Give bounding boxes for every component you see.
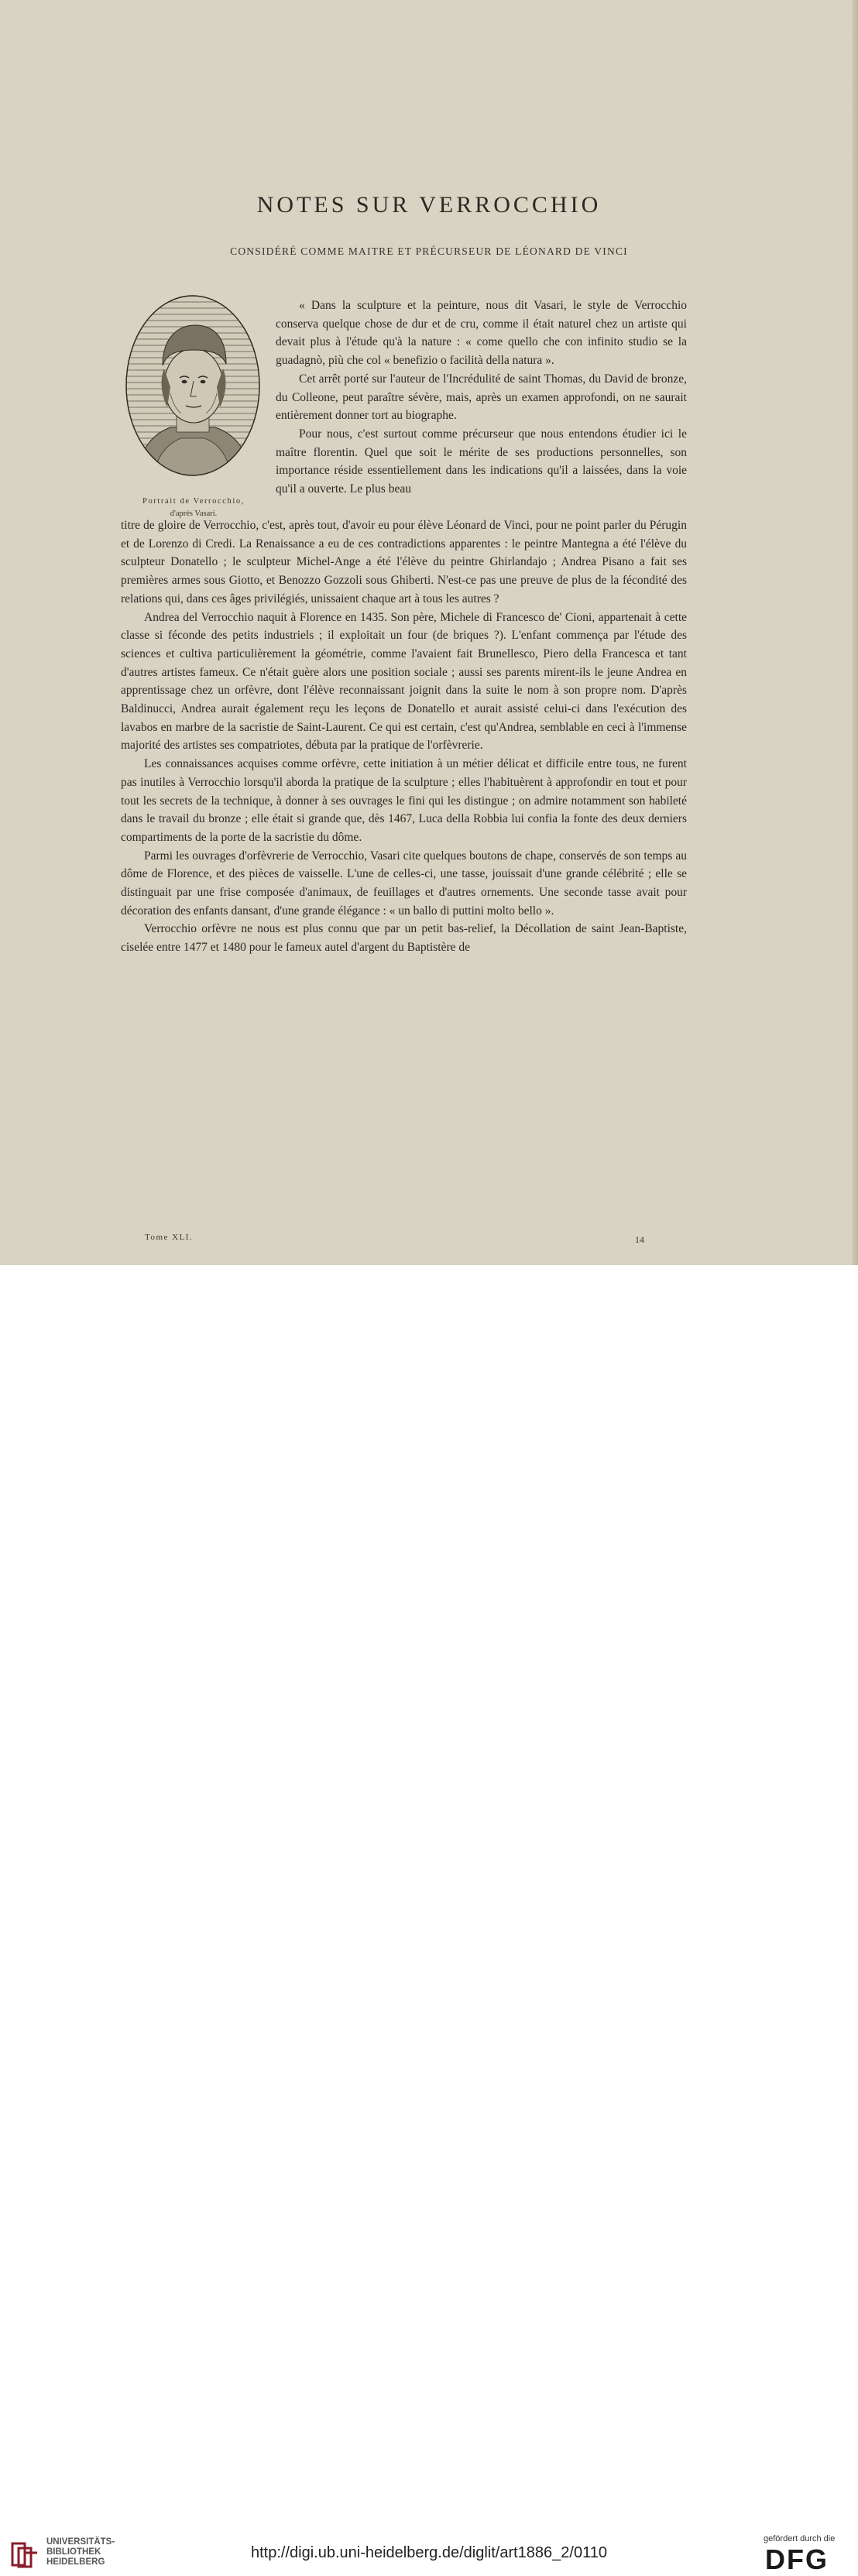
page-number: 14 bbox=[635, 1234, 644, 1245]
paragraph-precurseur: Pour nous, c'est surtout comme précurseur que nous entendons étudier ici le maître florentin. Quel que soit le mérite de ses productions personnelles, son importance réside essentiellement dans les indications qu'il a laissées, dans la voie qu'il a ouverte. Le plus beau bbox=[276, 427, 687, 496]
paragraph-gloire: titre de gloire de Verrocchio, c'est, après tout, d'avoir eu pour élève Léonard de Vinci, pour ne point parler du Pérugin et de Lorenzo di Credi. La Renaissance a eu de ces contradictions apparentes : le peintre Mantegna a été l'élève du sculpteur Donatello ; le sculpteur Michel-Ange a été l'élève du peintre Ghirlandajo ; Andrea Pisano a fait ses premières armes sous Giotto, et Benozzo Gozzoli sous Ghiberti. N'est-ce pas une preuve de plus de la fécondité des relations qui, dans ces âges privilégiés, unissaient chaque art à tous les autres ? bbox=[121, 519, 687, 605]
verrocchio-portrait-engraving bbox=[122, 294, 263, 491]
paragraph-arret: Cet arrêt porté sur l'auteur de l'Incrédulité de saint Thomas, du David de bronze, du Colleone, peut paraître sévère, mais, après un examen approfondi, on ne saurait entièrement donner tort au biographe. bbox=[276, 372, 687, 423]
funding-note: gefördert durch die bbox=[764, 2534, 836, 2543]
portrait-caption-title: Portrait de Verrocchio, bbox=[142, 497, 245, 506]
dfg-logo: DFG bbox=[765, 2543, 829, 2575]
paragraph-bas-relief: Verrocchio orfèvre ne nous est plus connu que par un petit bas-relief, la Décollation de saint Jean-Baptiste, ciselée entre 1477 et 1480 pour le fameux autel d'argent du Baptistère de bbox=[121, 922, 687, 955]
volume-label: Tome XLI. bbox=[145, 1233, 194, 1242]
permalink-url[interactable]: http://digi.ub.uni-heidelberg.de/diglit/art1886_2/0110 bbox=[251, 2544, 607, 2561]
library-name-line: HEIDELBERG bbox=[46, 2557, 105, 2567]
scanned-page bbox=[0, 0, 858, 1265]
paragraph-connaissances: Les connaissances acquises comme orfèvre, cette initiation à un métier délicat et difficile entre tous, ne furent pas inutiles à Verrocchio lorsqu'il aborda la pratique de la sculpture ; elles l'habituèrent à approfondir en tout et pour tout les secrets de la technique, à donner à ses ouvrages le fini qui les distingue ; on admire notamment son habileté dans le travail du bronze ; elle était si grande que, dès 1467, Luca della Robbia lui confia la fonte des deux derniers compartiments de la porte de la sacristie du dôme. bbox=[121, 757, 687, 844]
full-width-text bbox=[121, 516, 687, 957]
library-name-line: BIBLIOTHEK bbox=[46, 2547, 101, 2557]
wrapped-text-column bbox=[276, 297, 687, 499]
paragraph-orfevrerie: Parmi les ouvrages d'orfèvrerie de Verrocchio, Vasari cite quelques boutons de chape, conservés de son temps au dôme de Florence, et des pièces de vaisselle. L'une de celles-ci, une tasse, jouissait d'une grande célébrité ; elle se distinguait par une frise composée d'animaux, de feuillages et d'autres ornements. Une seconde tasse avait pour décoration des enfants dansant, d'une grande élégance : « un ballo di puttini molto bello ». bbox=[121, 849, 687, 918]
library-name-line: UNIVERSITÄTS- bbox=[46, 2537, 115, 2547]
paragraph-naissance: Andrea del Verrocchio naquit à Florence en 1435. Son père, Michele di Francesco de' Cioni, appartenait à cette classe si féconde des petits industriels ; il exploitait un four (de briques ?). L'enfant commença par l'étude des sciences et cultiva particulièrement la géométrie, comme l'avaient fait Brunellesco, Piero della Francesca et tant d'autres artistes fameux. Ce n'était guère alors une position sociale ; aussi ses parents mirent-ils le jeune Andrea en apprentissage chez un orfèvre, dont l'élève reconnaissant joignit dans la suite le nom à son propre nom. D'après Baldinucci, Andrea aurait également reçu les leçons de Donatello et aurait assisté celui-ci dans l'exécution des lavabos en marbre de la sacristie de Saint-Laurent. Ce qui est certain, c'est qu'Andrea, semblable en ceci à l'immense majorité des artistes ses compatriotes, débuta par la pratique de l'orfèvrerie. bbox=[121, 610, 687, 753]
page-edge bbox=[852, 0, 858, 1265]
paragraph-vasari-quote: « Dans la sculpture et la peinture, nous dit Vasari, le style de Verrocchio conserva quelque chose de dur et de cru, comme il était naturel chez un artiste qui devait plus à l'étude qu'à la nature : « come quello che con infinito studio se la guadagnò, più che col « benefizio o facilità della natura ». bbox=[276, 299, 687, 368]
digitization-footer-bar bbox=[0, 1265, 858, 2575]
article-title: NOTES SUR VERROCCHIO bbox=[256, 192, 602, 218]
portrait-caption-source: d'après Vasari. bbox=[170, 509, 218, 518]
article-subtitle: CONSIDÉRÉ COMME MAITRE ET PRÉCURSEUR DE LÉONARD DE VINCI bbox=[230, 245, 628, 257]
